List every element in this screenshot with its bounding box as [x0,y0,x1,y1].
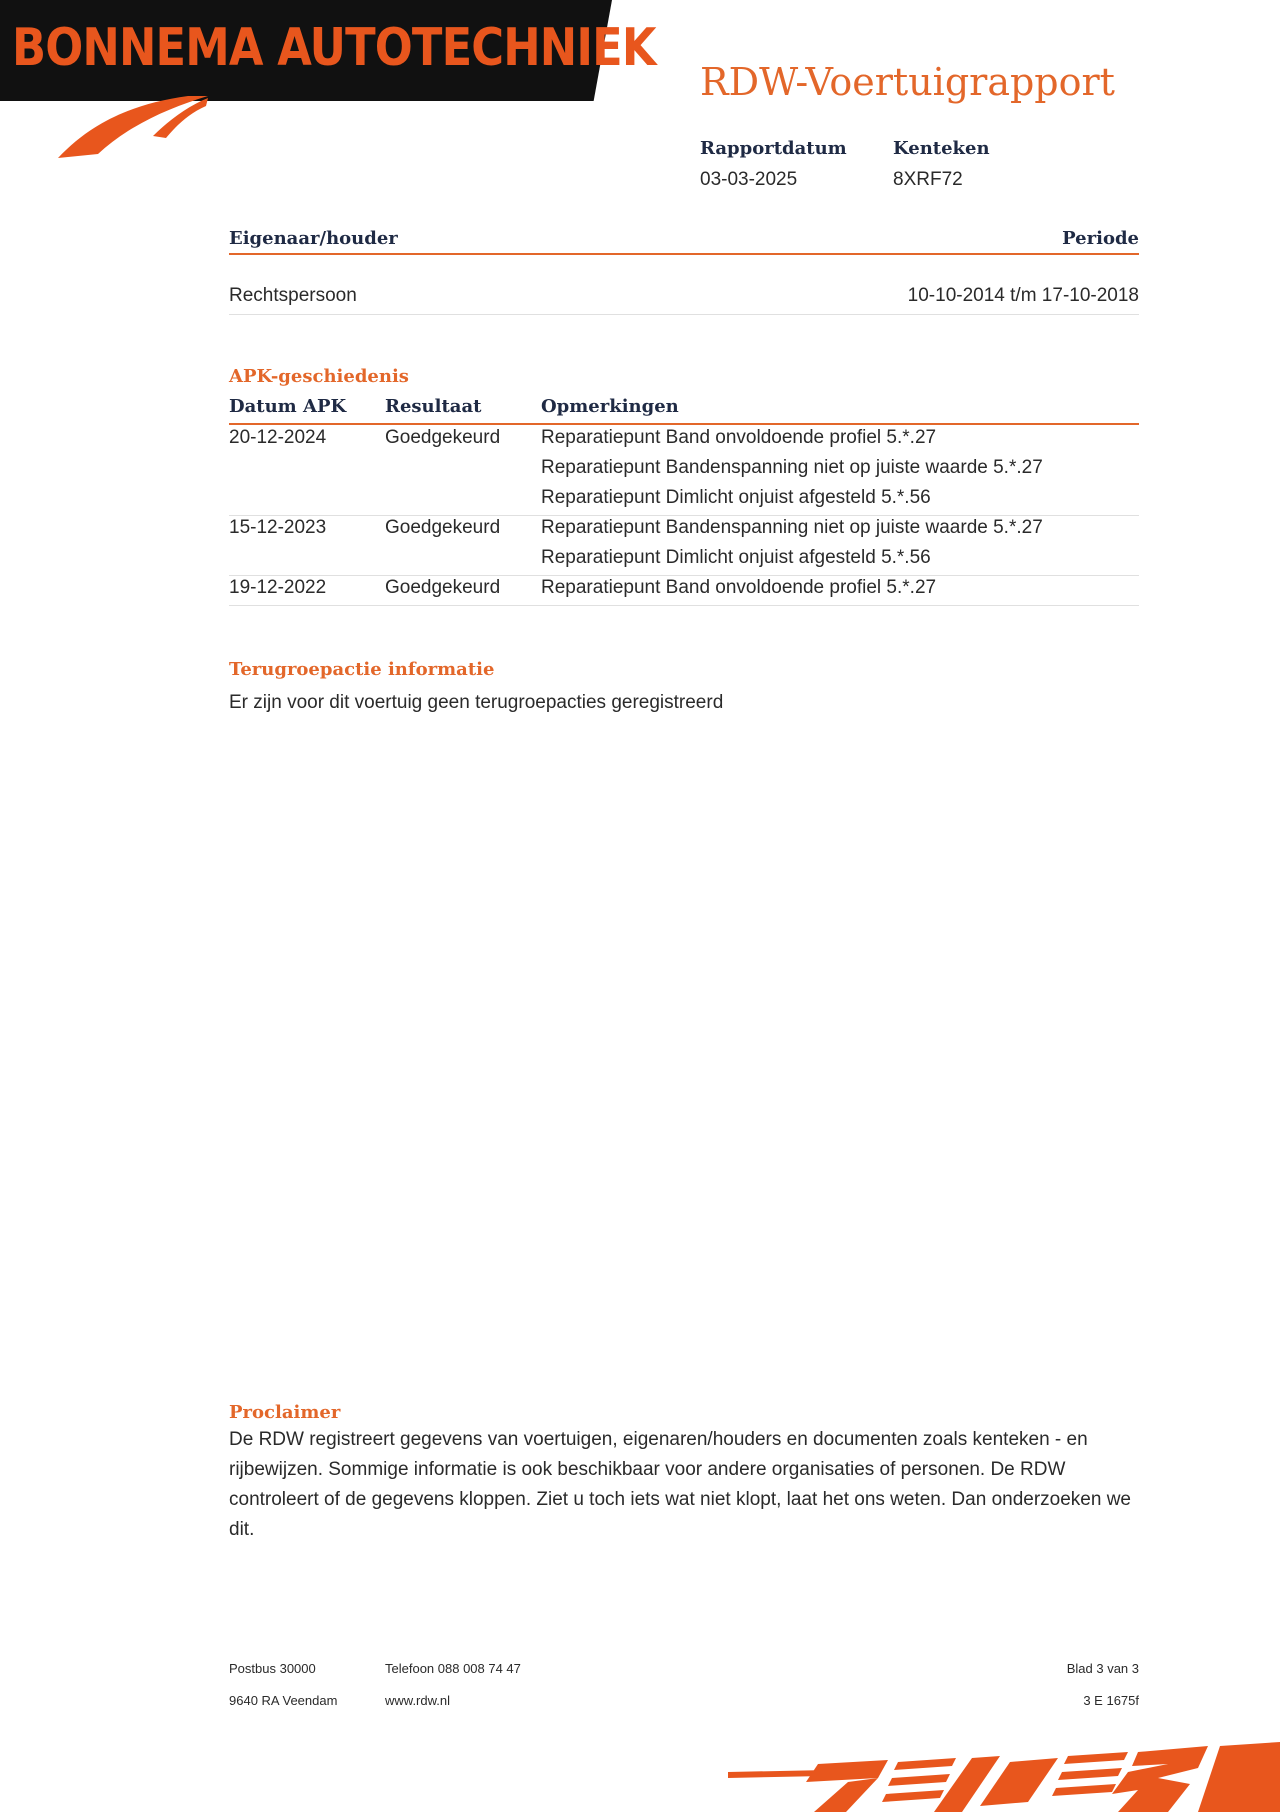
brand-swoosh-icon [58,96,208,160]
apk-date: 20-12-2024 [229,427,327,448]
rapportdatum-block [700,138,847,191]
footer-code: 3 E 1675f [1083,1693,1139,1708]
kenteken-value: 8XRF72 [893,169,963,190]
apk-result: Goedgekeurd [385,577,501,598]
footer-address: 9640 RA Veendam [229,1693,338,1708]
apk-remark: Reparatiepunt Dimlicht onjuist afgesteld 5.*.56 [541,487,931,508]
owner-type: Rechtspersoon [229,285,357,306]
apk-remark: Reparatiepunt Band onvoldoende profiel 5.*.27 [541,577,937,598]
apk-col-result: Resultaat [385,396,482,417]
recall-text: Er zijn voor dit voertuig geen terugroepacties geregistreerd [229,692,724,713]
apk-col-date: Datum APK [229,396,347,417]
footer-phone: Telefoon 088 008 74 47 [385,1661,521,1676]
apk-remark: Reparatiepunt Bandenspanning niet op juiste waarde 5.*.27 [541,457,1043,478]
rapportdatum-label: Rapportdatum [700,138,847,159]
recall-title: Terugroepactie informatie [229,659,495,680]
apk-result: Goedgekeurd [385,427,501,448]
report-title: RDW-Voertuigrapport [700,60,1115,104]
apk-date: 15-12-2023 [229,517,327,538]
apk-row [229,577,1139,606]
footer-postbus: Postbus 30000 [229,1661,316,1676]
owner-divider [229,253,1139,255]
apk-title: APK-geschiedenis [229,366,409,387]
owner-period: 10-10-2014 t/m 17-10-2018 [907,285,1139,306]
rapportdatum-value: 03-03-2025 [700,169,798,190]
owner-header-right: Periode [1062,228,1139,249]
apk-row [229,517,1139,576]
kenteken-label: Kenteken [893,138,990,159]
owner-header [229,228,1139,249]
apk-header-divider [229,423,1139,425]
apk-row [229,427,1139,516]
owner-header-left: Eigenaar/houder [229,228,398,249]
apk-remark: Reparatiepunt Band onvoldoende profiel 5.*.27 [541,427,937,448]
brand-logo-text: BONNEMA AUTOTECHNIEK [12,18,656,78]
owner-bottom-rule [229,314,1139,315]
apk-remark: Reparatiepunt Dimlicht onjuist afgesteld 5.*.56 [541,547,931,568]
proclaimer-text: De RDW registreert gegevens van voertuigen, eigenaren/houders en documenten zoals kenteken - en rijbewijzen. Sommige informatie is ook beschikbaar voor andere organisaties of personen. De RDW controleert of de gegevens kloppen. Ziet u toch iets wat niet klopt, laat het ons weten. Dan onderzoeken we dit. [229,1429,1131,1540]
proclaimer-title: Proclaimer [229,1402,341,1423]
kenteken-block [893,138,990,191]
apk-col-remarks: Opmerkingen [541,396,679,417]
corner-stripes-graphic [728,1738,1280,1812]
apk-result: Goedgekeurd [385,517,501,538]
footer-page: Blad 3 van 3 [1066,1661,1139,1676]
apk-remark: Reparatiepunt Bandenspanning niet op juiste waarde 5.*.27 [541,517,1043,538]
apk-date: 19-12-2022 [229,577,327,598]
footer-website: www.rdw.nl [385,1693,451,1708]
